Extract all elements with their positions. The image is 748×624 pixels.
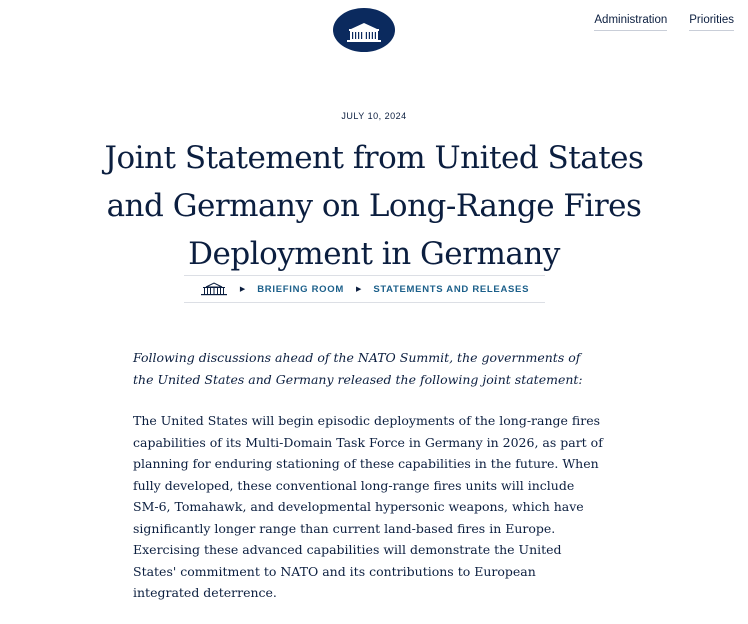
nav-administration[interactable]: Administration — [594, 14, 667, 31]
white-house-seal-icon[interactable] — [333, 8, 395, 52]
title-line: and Germany on Long-Range Fires — [106, 188, 642, 224]
breadcrumb-statements-and-releases[interactable]: STATEMENTS AND RELEASES — [373, 283, 530, 295]
publish-date: JULY 10, 2024 — [341, 111, 407, 121]
breadcrumb-briefing-room[interactable]: BRIEFING ROOM — [257, 283, 344, 295]
title-line: Deployment in Germany — [188, 236, 560, 272]
chevron-right-icon: ▶ — [355, 286, 362, 293]
article-paragraph: The United States will begin episodic deployments of the long-range fires capabilities of its Multi-Domain Task Force in Germany in 2026, as part of planning for enduring stationing of these capabilities in the future. When fully developed, these conventional long-range fires units will include SM-6, Tomahawk, and developmental hypersonic weapons, which have significantly longer range than current land-based fires in Europe. Exercising these advanced capabilities will demonstrate the United States' commitment to NATO and its contributions to European integrated deterrence. — [133, 413, 603, 600]
breadcrumb — [184, 275, 545, 303]
title-line: Joint Statement from United States — [104, 140, 644, 176]
page-title — [64, 134, 684, 278]
article-intro: Following discussions ahead of the NATO Summit, the governments of the United States and Germany released the following joint statement: — [133, 350, 583, 387]
nav-priorities[interactable]: Priorities — [689, 14, 734, 31]
top-navigation — [594, 14, 734, 31]
chevron-right-icon: ▶ — [239, 286, 246, 293]
white-house-building-icon[interactable] — [200, 282, 228, 296]
article-body — [133, 347, 603, 624]
